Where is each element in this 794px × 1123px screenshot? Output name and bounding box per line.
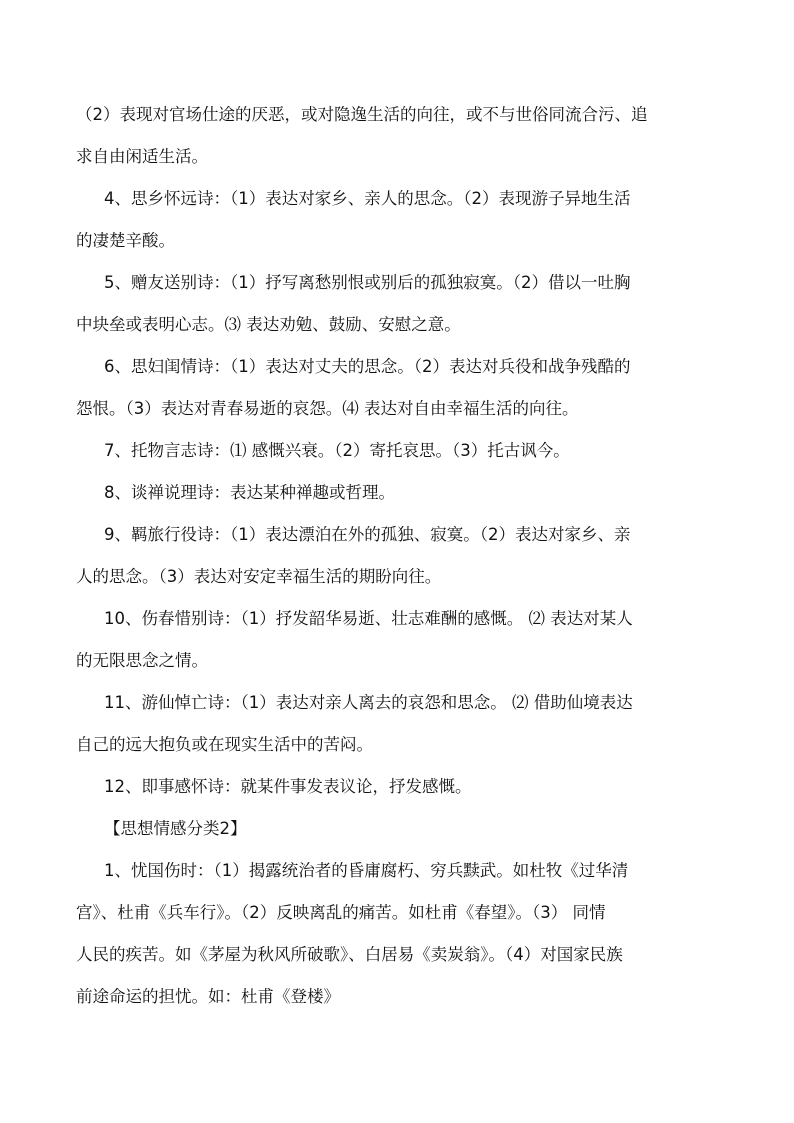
text-line: 前途命运的担忧。如：杜甫《登楼》 [76, 987, 340, 1006]
text-line: 9、羁旅行役诗：（1）表达漂泊在外的孤独、寂寞。（2）表达对家乡、亲 [104, 525, 631, 544]
paragraph-category-1 [76, 850, 726, 1018]
text-line: 6、思妇闺情诗：（1）表达对丈夫的思念。（2）表达对兵役和战争残酷的 [104, 357, 631, 376]
text-line: 中块垒或表明心志。⑶ 表达劝勉、鼓励、安慰之意。 [76, 315, 461, 334]
paragraph-item-6 [76, 346, 726, 430]
text-line: 的凄楚辛酸。 [76, 231, 175, 250]
section-title: 【思想情感分类2】 [104, 819, 247, 838]
text-line: 人民的疾苦。如《茅屋为秋风所破歌》、白居易《卖炭翁》。（4）对国家民族 [76, 945, 623, 964]
text-line: 的无限思念之情。 [76, 651, 208, 670]
paragraph-item-9 [76, 514, 726, 598]
section-heading [76, 808, 726, 850]
text-line: 求自由闲适生活。 [76, 147, 208, 166]
paragraph-item-11 [76, 682, 726, 766]
text-line: 7、托物言志诗：⑴ 感慨兴衰。（2）寄托哀思。（3）托古讽今。 [104, 441, 570, 460]
paragraph-item-12 [76, 766, 726, 808]
text-line: 12、即事感怀诗：就某件事发表议论，抒发感慨。 [104, 777, 472, 796]
text-line: 4、思乡怀远诗：（1）表达对家乡、亲人的思念。（2）表现游子异地生活 [104, 189, 631, 208]
text-line: 10、伤春惜别诗：（1）抒发韶华易逝、壮志难酬的感慨。 ⑵ 表达对某人 [104, 609, 633, 628]
text-line: 11、游仙悼亡诗：（1）表达对亲人离去的哀怨和思念。 ⑵ 借助仙境表达 [104, 693, 633, 712]
text-line: 5、赠友送别诗：（1）抒写离愁别恨或别后的孤独寂寞。（2）借以一吐胸 [104, 273, 631, 292]
text-line: 人的思念。（3）表达对安定幸福生活的期盼向往。 [76, 567, 442, 586]
paragraph-item-8 [76, 472, 726, 514]
text-line: 8、谈禅说理诗：表达某种禅趣或哲理。 [104, 483, 395, 502]
text-line: 1、忧国伤时：（1）揭露统治者的昏庸腐朽、穷兵黩武。如杜牧《过华清 [104, 861, 629, 880]
paragraph-item-5 [76, 262, 726, 346]
paragraph-item-4 [76, 178, 726, 262]
paragraph-item-10 [76, 598, 726, 682]
paragraph-item-7 [76, 430, 726, 472]
text-line: 自己的远大抱负或在现实生活中的苦闷。 [76, 735, 373, 754]
text-line: 怨恨。（3）表达对青春易逝的哀怨。⑷ 表达对自由幸福生活的向往。 [76, 399, 579, 418]
paragraph-intro [76, 94, 726, 178]
text-line: （2）表现对官场仕途的厌恶，或对隐逸生活的向往，或不与世俗同流合污、追 [76, 105, 648, 124]
text-line: 宫》、杜甫《兵车行》。（2）反映离乱的痛苦。如杜甫《春望》。（3） 同情 [76, 903, 606, 922]
